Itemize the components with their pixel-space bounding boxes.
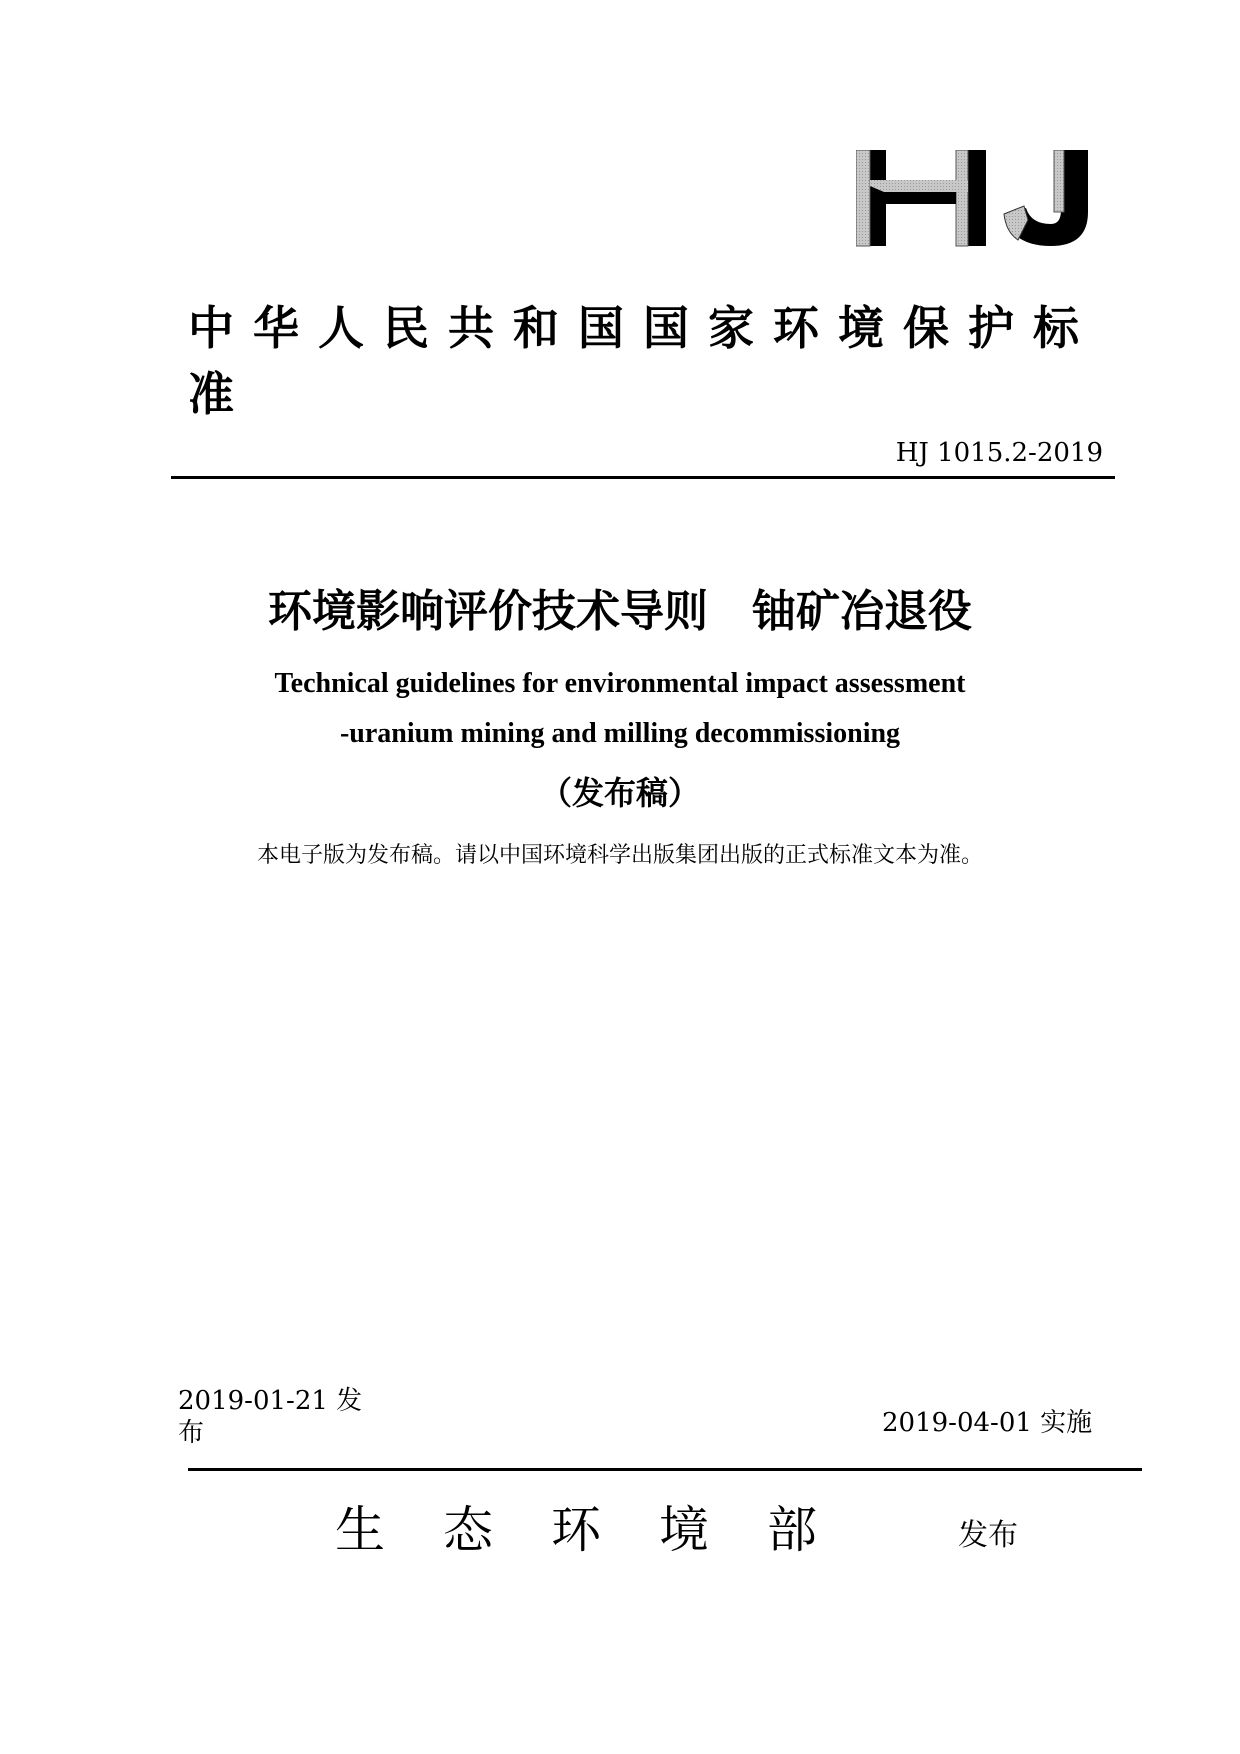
- issuer: 生态环境部: [335, 1501, 875, 1559]
- implement-date: 2019-04-01 实施: [882, 1408, 1093, 1438]
- title-chinese: 环境影响评价技术导则 铀矿冶退役: [268, 586, 972, 637]
- hj-logo: [856, 150, 1096, 250]
- standard-code: HJ 1015.2-2019: [895, 438, 1103, 468]
- draft-label: （发布稿）: [539, 774, 700, 812]
- edition-note: 本电子版为发布稿。请以中国环境科学出版集团出版的正式标准文本为准。: [256, 843, 983, 868]
- organization-standard-heading: 中华人民共和国国家环境保护标准: [188, 301, 1098, 421]
- publish-date: 2019-01-21 发布: [178, 1386, 363, 1448]
- title-english-line1: Technical guidelines for environmental impact assessment: [274, 668, 966, 699]
- title-english-line2: -uranium mining and milling decommissioning: [339, 718, 901, 749]
- issuer-suffix: 发布: [958, 1518, 1018, 1553]
- footer-divider: [188, 1468, 1142, 1471]
- header-divider: [171, 476, 1115, 479]
